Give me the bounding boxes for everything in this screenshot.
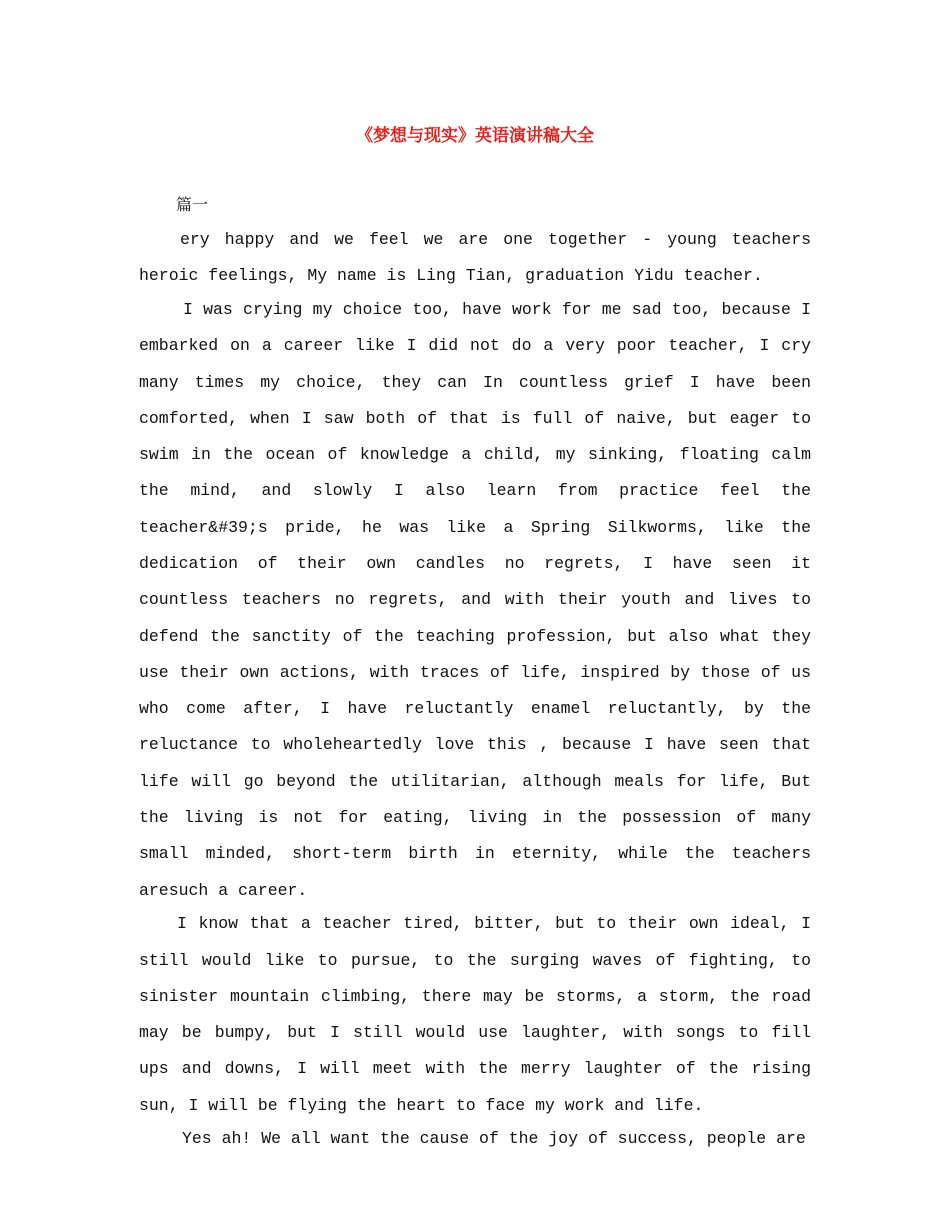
document-title: 《梦想与现实》英语演讲稿大全: [356, 126, 594, 146]
section-label: 篇一: [176, 195, 209, 214]
paragraph-2: I was crying my choice too, have work for me sad too, because I embarked on a career like I did not do a very poor teacher, I cry many times my choice, they can In countless grief I have been comforted, when I saw both of that is full of naive, but eager to swim in the ocean of knowledge a child, my sinking, floating calm the mind, and slowly I also learn from practice feel the teacher&#39;s pride, he was like a Spring Silkworms, like the dedication of their own candles no regrets, I have seen it countless teachers no regrets, and with their youth and lives to defend the sanctity of the teaching profession, but also what they use their own actions, with traces of life, inspired by those of us who come after, I have reluctantly enamel reluctantly, by the reluctance to wholeheartedly love this , because I have seen that life will go beyond the utilitarian, although meals for life, But the living is not for eating, living in the possession of many small minded, short-term birth in eternity, while the teachers aresuch a career.: [139, 299, 811, 900]
paragraph-4: Yes ah! We all want the cause of the joy of success, people are: [182, 1129, 806, 1149]
paragraph-1: ery happy and we feel we are one together - young teachers heroic feelings, My name is Ling Tian, graduation Yidu teacher.: [139, 230, 811, 286]
document-body: [139, 222, 811, 1155]
paragraph-3: I know that a teacher tired, bitter, but to their own ideal, I still would like to pursue, to the surging waves of fighting, to sinister mountain climbing, there may be storms, a storm, the road may be bumpy, but I still would use laughter, with songs to fill ups and downs, I will meet with the merry laughter of the rising sun, I will be flying the heart to face my work and life.: [139, 914, 811, 1115]
